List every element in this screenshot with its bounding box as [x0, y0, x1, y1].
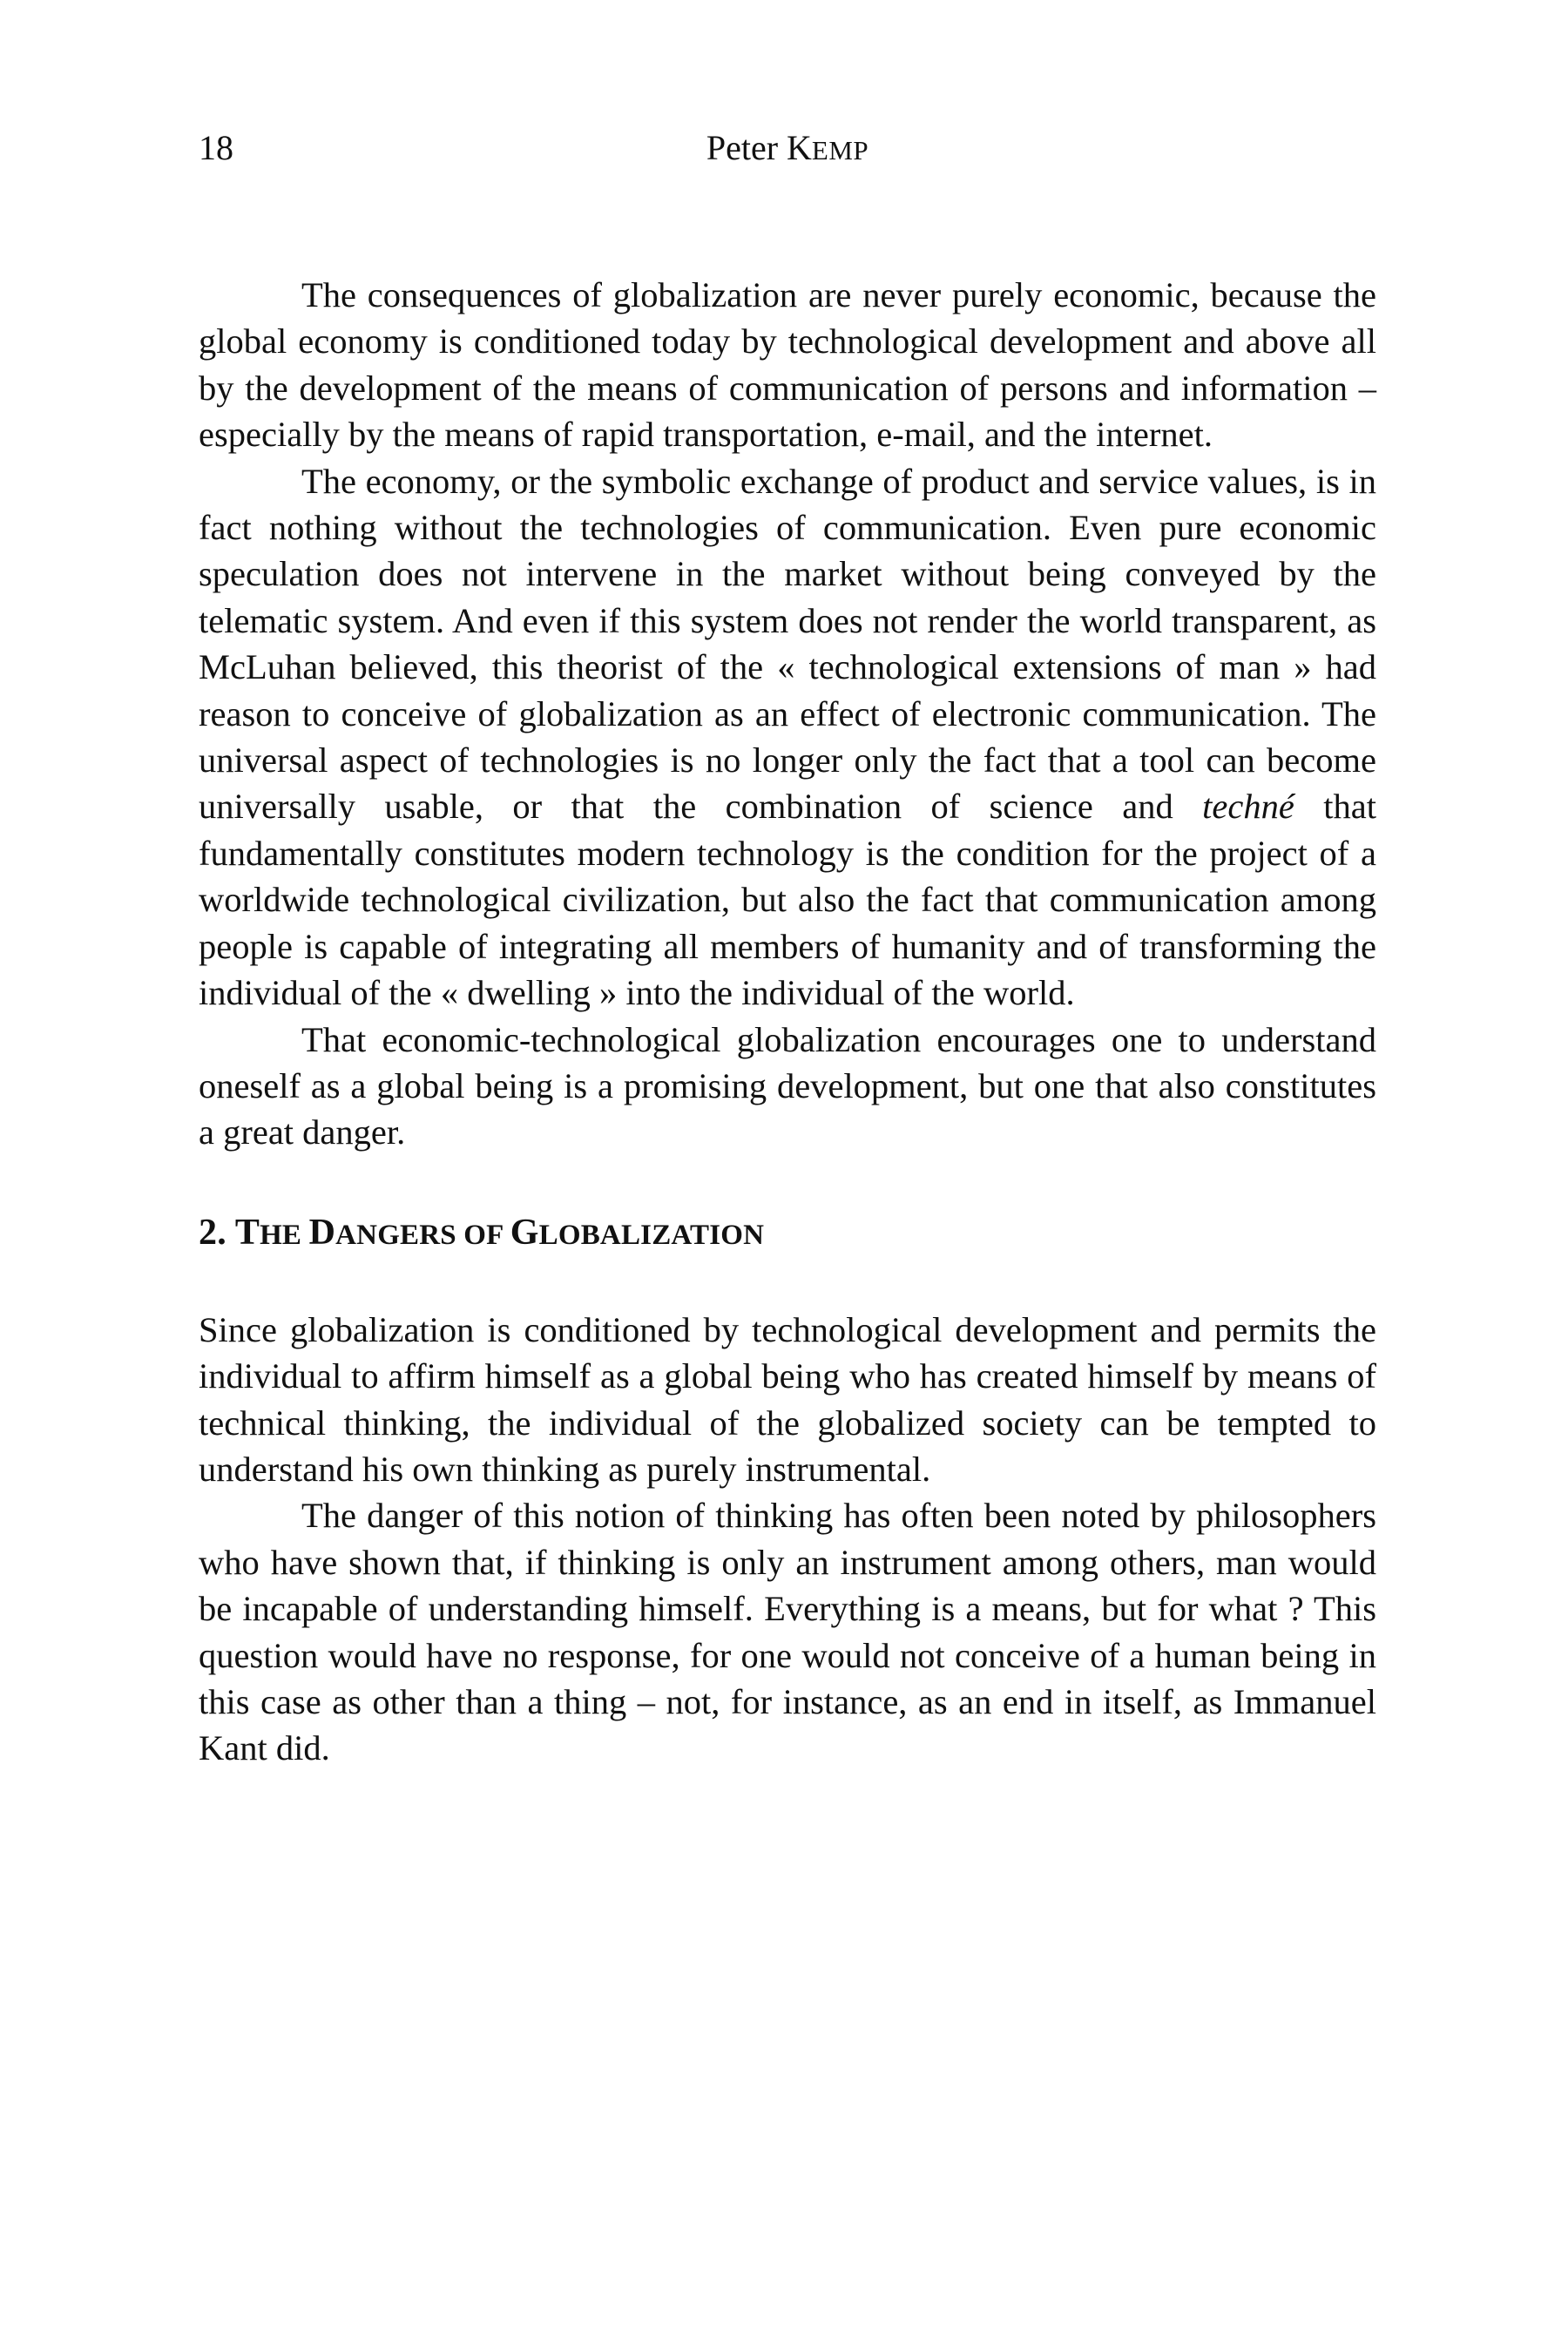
section-title-word-3-cap: G — [510, 1212, 539, 1253]
paragraph-3: That economic-technological globalization encourages one to understand oneself as a global being is a promising development, but one that also constitutes a great danger. — [199, 1019, 1376, 1152]
paragraph-2-italic-term: techné — [1202, 787, 1294, 827]
section-paragraph-1: Since globalization is conditioned by technological development and permits the individual to affirm himself as a global being who has created himself by means of technical thinking, the individual of the globalized society can be tempted to understand his own thinking as purely instrumental. — [199, 1309, 1376, 1489]
section-paragraph-2: The danger of this notion of thinking has often been noted by philosophers who have shown that, if thinking is only an instrument among others, man would be incapable of understanding himself. Everything is a means, but for what ? This question would have no response, for one would not conceive of a human being in this case as other than a thing – not, for instance, as an end in itself, as Immanuel Kant did. — [199, 1496, 1376, 1768]
author-last-initial: K — [787, 128, 812, 167]
section-title-word-3-rest: LOBALIZATION — [538, 1219, 765, 1251]
section-title-word-1-cap: T — [234, 1212, 260, 1253]
section-heading — [199, 1206, 1376, 1261]
author-last-rest: EMP — [811, 135, 869, 166]
paragraph-2-start: The economy, or the symbolic exchange of product and service values, is in fact nothing without the technologies of communication. Even pure economic speculation does not intervene in the market without being conveyed by the telematic system. And even if this system does not render the world transparent, as McLuhan believed, this theorist of the « technological extensions of man » had reason to conceive of globalization as an effect of electronic communication. The universal aspect of technologies is no longer only the fact that a tool can become universally usable, or that the combination of science and — [199, 461, 1376, 827]
section-number: 2. — [199, 1212, 235, 1253]
body-text — [199, 272, 1376, 1772]
running-head — [199, 122, 1376, 174]
running-author — [199, 122, 1376, 177]
section-title-word-2-cap: D — [308, 1212, 336, 1253]
paragraph-2-end: that fundamentally constitutes modern technology is the condition for the project of a worldwide technological civilization, but also the fact that communication among people is capable of integrating all members of humanity and of transforming the individual of the « dwelling » into the individual of the world. — [199, 787, 1376, 1013]
author-first-name: Peter — [706, 128, 787, 167]
page-number: 18 — [199, 128, 233, 167]
paragraph-2 — [199, 458, 1376, 1017]
section-title-word-2-rest: ANGERS OF — [335, 1219, 510, 1251]
paragraph-1: The consequences of globalization are never purely economic, because the global economy is conditioned today by technological development and above all by the development of the means of communication of persons and information – especially by the means of rapid transportation, e-mail, and the internet. — [199, 275, 1376, 455]
section-title-word-1-rest: HE — [260, 1219, 309, 1251]
